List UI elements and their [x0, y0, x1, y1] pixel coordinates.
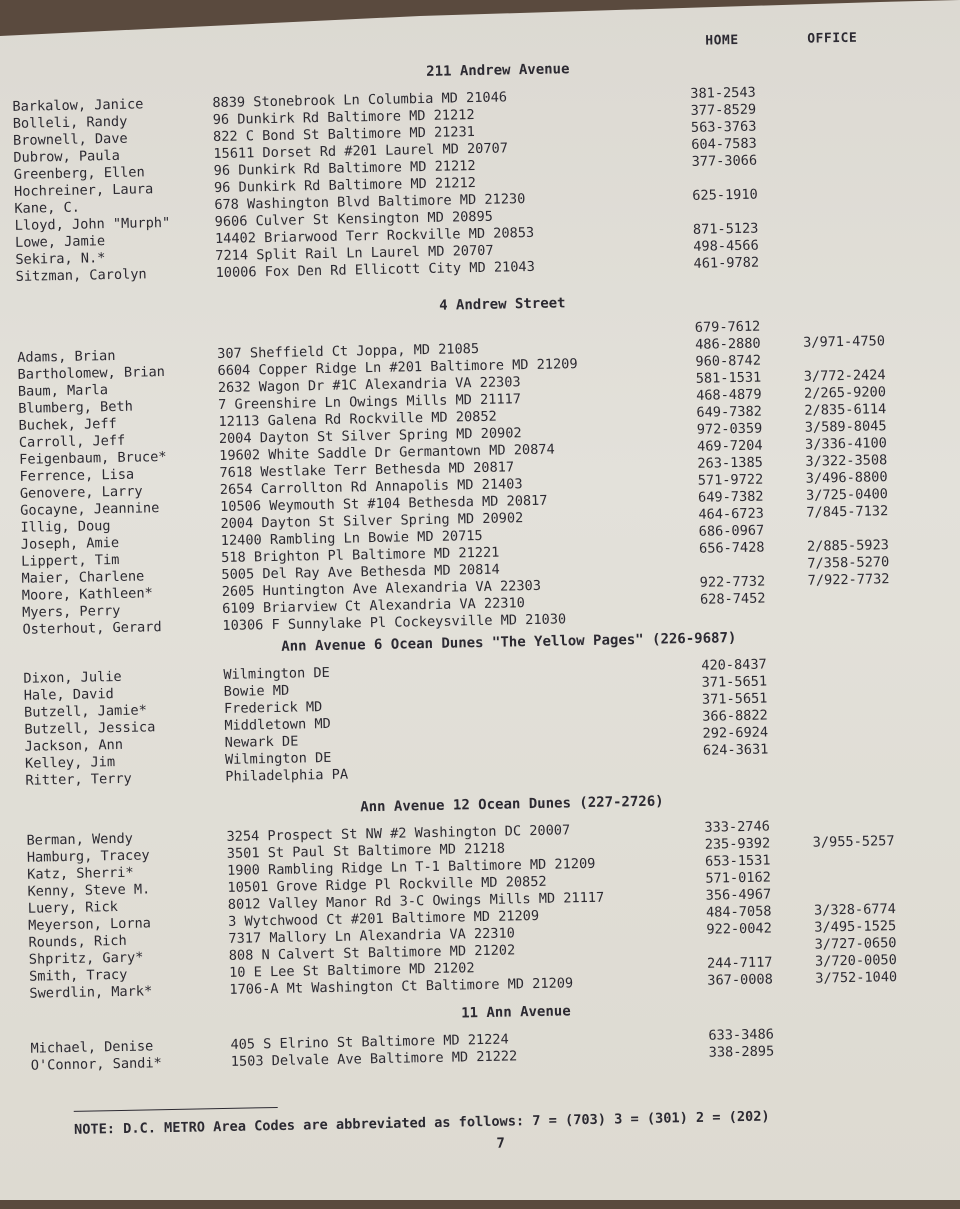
resident-name: Brownell, Dave [12, 130, 128, 149]
address: 7 Greenshire Ln Owings Mills MD 21117 [218, 391, 522, 413]
resident-name: Joseph, Amie [20, 534, 120, 553]
home-phone: 263-1385 [697, 454, 764, 472]
resident-name: O'Connor, Sandi* [30, 1055, 162, 1074]
address: 808 N Calvert St Baltimore MD 21202 [228, 942, 516, 964]
home-phone: 649-7382 [697, 488, 764, 506]
resident-name: Butzell, Jamie* [23, 702, 147, 721]
address: Wilmington DE [224, 749, 332, 768]
resident-name: Bartholomew, Brian [17, 364, 166, 383]
office-phone: 3/725-0400 [805, 486, 889, 504]
section-211-andrew-avenue [0, 51, 954, 286]
resident-name: Moore, Kathleen* [21, 585, 153, 604]
address: 10 E Lee St Baltimore MD 21202 [228, 960, 475, 981]
home-phone: 381-2543 [690, 84, 756, 102]
address: 8839 Stonebrook Ln Columbia MD 21046 [212, 89, 508, 112]
home-phone: 972-0359 [696, 420, 763, 438]
resident-name: Lippert, Tim [21, 551, 120, 570]
office-phone: 3/955-5257 [812, 833, 895, 851]
address: 3 Wytchwood Ct #201 Baltimore MD 21209 [227, 907, 540, 930]
resident-name: Berman, Wendy [26, 830, 134, 849]
address: 7214 Split Rail Ln Laurel MD 20707 [215, 242, 494, 265]
office-phone: 3/495-1525 [814, 918, 897, 936]
address: 518 Brighton Pl Baltimore MD 21221 [220, 544, 500, 566]
address: 822 C Bond St Baltimore MD 21231 [212, 124, 476, 146]
resident-name: Sekira, N.* [15, 250, 106, 268]
resident-name: Lloyd, John "Murph" [14, 214, 171, 234]
home-phone: 338-2895 [708, 1043, 775, 1061]
resident-name: Gocayne, Jeannine [20, 500, 160, 519]
office-phone: 2/265-9200 [803, 384, 887, 402]
section-title: Ann Avenue 12 Ocean Dunes (227-2726) [360, 793, 664, 816]
home-phone: 649-7382 [696, 403, 763, 421]
resident-name: Maier, Charlene [21, 568, 145, 587]
address: 405 S Elrino St Baltimore MD 21224 [230, 1031, 509, 1053]
resident-name: Sitzman, Carolyn [15, 266, 147, 285]
section-title: 211 Andrew Avenue [426, 61, 570, 80]
address: 96 Dunkirk Rd Baltimore MD 21212 [213, 175, 477, 197]
resident-name: Rounds, Rich [28, 932, 127, 951]
office-phone: 3/589-8045 [804, 418, 887, 436]
section-11-ann-avenue [8, 993, 960, 1075]
office-phone: 3/752-1040 [815, 969, 898, 987]
address: 2632 Wagon Dr #1C Alexandria VA 22303 [217, 374, 521, 396]
address: 10306 F Sunnylake Pl Cockeysville MD 21030 [222, 611, 567, 634]
resident-name: Lowe, Jamie [14, 233, 106, 251]
office-phone: 3/322-3508 [805, 452, 888, 470]
resident-name: Hochreiner, Laura [13, 181, 154, 200]
entry-list [4, 815, 960, 1003]
address: Philadelphia PA [225, 766, 349, 785]
address: 678 Washington Blvd Baltimore MD 21230 [214, 191, 526, 214]
resident-name: Osterhout, Gerard [22, 619, 162, 638]
resident-name: Kenny, Steve M. [27, 881, 151, 900]
address: 10501 Grove Ridge Pl Rockville MD 20852 [227, 873, 547, 896]
address: 5005 Del Ray Ave Bethesda MD 20814 [221, 561, 500, 583]
office-phone: 3/496-8800 [805, 469, 888, 487]
home-phone: 922-0042 [706, 920, 772, 938]
home-phone: 244-7117 [706, 954, 773, 972]
address: 14402 Briarwood Terr Rockville MD 20853 [214, 224, 535, 248]
resident-name: Baum, Marla [17, 382, 109, 400]
resident-name: Bolleli, Randy [12, 113, 128, 132]
address: 1900 Rambling Ridge Ln T-1 Baltimore MD 21209 [227, 855, 596, 879]
entry-list [0, 315, 960, 639]
resident-name: Feigenbaum, Bruce* [19, 448, 167, 468]
address: 7618 Westlake Terr Bethesda MD 20817 [219, 459, 515, 481]
office-phone: 3/971-4750 [802, 333, 886, 351]
page-number: 7 [496, 1135, 506, 1152]
address: 307 Sheffield Ct Joppa, MD 21085 [217, 340, 480, 362]
office-phone: 7/845-7132 [806, 503, 889, 521]
home-phone: 371-5651 [701, 690, 768, 708]
resident-name: Blumberg, Beth [18, 398, 133, 417]
resident-name: Michael, Denise [30, 1038, 154, 1057]
resident-name: Dubrow, Paula [13, 147, 120, 166]
home-phone: 461-9782 [693, 254, 760, 272]
resident-name: Carroll, Jeff [18, 432, 126, 451]
address: 9606 Culver St Kensington MD 20895 [214, 208, 494, 231]
home-phone: 420-8437 [701, 656, 767, 674]
address: 1706-A Mt Washington Ct Baltimore MD 21209 [229, 975, 574, 998]
home-phone: 356-4967 [705, 886, 772, 904]
home-phone: 469-7204 [696, 437, 763, 455]
home-phone: 656-7428 [698, 539, 765, 557]
home-phone: 960-8742 [695, 352, 762, 370]
section-4-andrew-street [0, 285, 960, 639]
office-phone: 2/835-6114 [804, 401, 887, 419]
resident-name: Jackson, Ann [24, 736, 124, 755]
resident-name: Smith, Tracy [28, 966, 128, 985]
resident-name: Genovere, Larry [19, 483, 143, 502]
entry-list [8, 1023, 960, 1075]
resident-name: Myers, Perry [22, 602, 121, 621]
resident-name: Luery, Rick [27, 899, 119, 917]
home-phone: 653-1531 [704, 852, 771, 870]
home-phone: 625-1910 [692, 186, 758, 204]
address: 10506 Weymouth St #104 Bethesda MD 20817 [220, 492, 548, 515]
office-phone: 7/358-5270 [807, 554, 890, 572]
home-phone: 571-0162 [705, 869, 772, 887]
address: 3254 Prospect St NW #2 Washington DC 20007 [226, 822, 571, 845]
resident-name: Adams, Brian [17, 347, 116, 366]
section-title: 4 Andrew Street [438, 295, 566, 314]
home-phone: 571-9722 [697, 471, 764, 489]
address: 3501 St Paul St Baltimore MD 21218 [226, 840, 506, 862]
home-phone: 563-3763 [690, 118, 757, 136]
home-phone: 366-8822 [702, 707, 768, 725]
office-column-header: OFFICE [807, 30, 858, 47]
home-phone: 581-1531 [695, 369, 762, 387]
address: Frederick MD [223, 699, 323, 717]
resident-name: Butzell, Jessica [24, 719, 156, 738]
address: 12400 Rambling Ln Bowie MD 20715 [220, 527, 483, 549]
resident-name: Hale, David [23, 686, 114, 704]
resident-name: Illig, Doug [20, 518, 111, 536]
home-phone: 624-3631 [702, 741, 769, 759]
section-title: Ann Avenue 6 Ocean Dunes "The Yellow Pages" (226-9687) [281, 630, 737, 655]
entry-list [1, 653, 960, 790]
entry-list [0, 81, 954, 286]
resident-name: Swerdlin, Mark* [29, 983, 153, 1002]
home-phone: 367-0008 [707, 971, 773, 989]
resident-name: Kelley, Jim [24, 754, 116, 772]
address: 96 Dunkirk Rd Baltimore MD 21212 [213, 158, 476, 180]
section-12-ocean-dunes [4, 785, 960, 1003]
office-phone: 3/336-4100 [804, 435, 888, 453]
resident-name: Buchek, Jeff [18, 415, 117, 434]
home-phone: 333-2746 [704, 818, 771, 836]
home-phone: 633-3486 [708, 1026, 775, 1044]
address: Middletown MD [224, 715, 331, 734]
resident-name: Dixon, Julie [23, 668, 122, 687]
address: 1503 Delvale Ave Baltimore MD 21222 [230, 1048, 518, 1070]
address: 2605 Huntington Ave Alexandria VA 22303 [221, 577, 542, 600]
office-phone: 3/727-0650 [814, 935, 897, 953]
address: 15611 Dorset Rd #201 Laurel MD 20707 [213, 140, 509, 163]
extra-home-phone: 679-7612 [694, 318, 761, 336]
address: Newark DE [224, 733, 299, 751]
section-title: 11 Ann Avenue [460, 1003, 571, 1022]
resident-name: Greenberg, Ellen [13, 164, 145, 183]
home-phone: 498-4566 [693, 237, 759, 255]
resident-name: Shpritz, Gary* [28, 949, 144, 968]
address: 6604 Copper Ridge Ln #201 Baltimore MD 21209 [217, 356, 578, 379]
address: 2004 Dayton St Silver Spring MD 20902 [220, 510, 524, 532]
resident-name: Ferrence, Lisa [19, 466, 135, 485]
home-phone: 292-6924 [702, 724, 769, 742]
resident-name: Kane, C. [14, 199, 81, 217]
address: 12113 Galena Rd Rockville MD 20852 [218, 408, 497, 430]
area-code-note: NOTE: D.C. METRO Area Codes are abbreviated as follows: 7 = (703) 3 = (301) 2 = (202) [73, 1108, 770, 1138]
office-phone: 7/922-7732 [807, 571, 890, 589]
home-phone: 871-5123 [692, 220, 759, 238]
address: 96 Dunkirk Rd Baltimore MD 21212 [212, 107, 475, 129]
address: 8012 Valley Manor Rd 3-C Owings Mills MD 21117 [227, 889, 605, 913]
home-phone: 371-5651 [701, 673, 768, 691]
address: Wilmington DE [223, 664, 330, 683]
home-phone: 464-6723 [698, 505, 765, 523]
address: 19602 White Saddle Dr Germantown MD 20874 [219, 441, 555, 464]
address: 6109 Briarview Ct Alexandria VA 22310 [221, 595, 526, 617]
office-phone: 3/328-6774 [813, 901, 897, 919]
address: 10006 Fox Den Rd Ellicott City MD 21043 [215, 258, 535, 282]
home-phone: 628-7452 [699, 590, 766, 608]
resident-name: Meyerson, Lorna [28, 915, 152, 934]
home-phone: 686-0967 [698, 522, 765, 540]
address: 7317 Mallory Ln Alexandria VA 22310 [228, 925, 516, 947]
resident-name: Katz, Sherri* [27, 864, 134, 883]
home-phone: 604-7583 [691, 135, 757, 153]
footnote-rule [74, 1107, 278, 1112]
resident-name: Hamburg, Tracey [26, 847, 150, 866]
office-phone: 3/720-0050 [814, 952, 897, 970]
resident-name: Ritter, Terry [25, 770, 132, 789]
resident-name: Barkalow, Janice [12, 96, 144, 115]
home-phone: 922-7732 [699, 573, 766, 591]
address: Bowie MD [223, 682, 290, 700]
home-phone: 235-9392 [704, 835, 771, 853]
home-phone: 377-3066 [691, 152, 758, 170]
address: 2004 Dayton St Silver Spring MD 20902 [218, 425, 522, 447]
home-phone: 377-8529 [690, 101, 757, 119]
home-column-header: HOME [705, 32, 739, 49]
home-phone: 484-7058 [705, 903, 772, 921]
address: 2654 Carrollton Rd Annapolis MD 21403 [219, 476, 523, 498]
office-phone: 3/772-2424 [803, 367, 886, 385]
section-6-ocean-dunes [1, 623, 960, 790]
home-phone: 468-4879 [695, 386, 762, 404]
home-phone: 486-2880 [694, 335, 761, 353]
office-phone: 2/885-5923 [806, 537, 890, 555]
